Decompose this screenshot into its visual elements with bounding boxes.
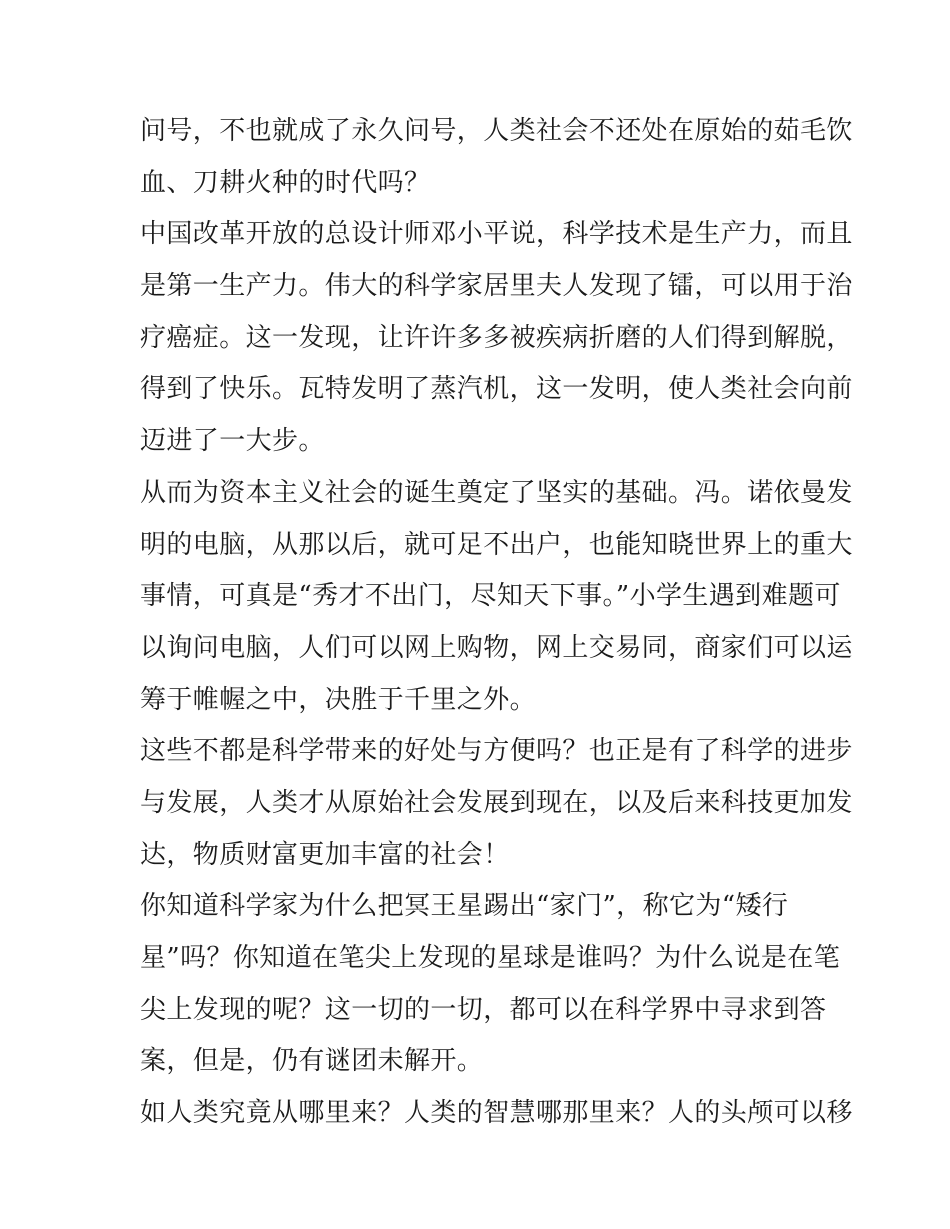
text-line: 得到了快乐。瓦特发明了蒸汽机，这一发明，使人类社会向前 [140, 374, 853, 405]
text-line: 你知道科学家为什么把冥王星踢出“家门”，称它为“矮行 [140, 891, 789, 922]
text-line: 中国改革开放的总设计师邓小平说，科学技术是生产力，而且 [140, 219, 853, 250]
text-line: 星”吗？你知道在笔尖上发现的星球是谁吗？为什么说是在笔 [140, 943, 841, 973]
text-line: 筹于帷幄之中，决胜于千里之外。 [140, 684, 537, 715]
text-line: 是第一生产力。伟大的科学家居里夫人发现了镭，可以用于治 [140, 271, 853, 302]
body-text [140, 106, 853, 1140]
text-line: 疗癌症。这一发现，让许许多多被疾病折磨的人们得到解脱， [140, 322, 853, 353]
text-line: 事情，可真是“秀才不出门，尽知天下事。”小学生遇到难题可 [140, 581, 841, 612]
text-line: 血、刀耕火种的时代吗？ [140, 167, 431, 198]
text-line: 尖上发现的呢？这一切的一切，都可以在科学界中寻求到答 [140, 994, 827, 1025]
text-line: 问号，不也就成了永久问号，人类社会不还处在原始的茹毛饮 [140, 116, 853, 146]
text-line: 达，物质财富更加丰富的社会！ [140, 839, 510, 870]
text-line: 这些不都是科学带来的好处与方便吗？也正是有了科学的进步 [140, 736, 853, 767]
text-line: 案，但是，仍有谜团未解开。 [140, 1046, 484, 1077]
text-line: 从而为资本主义社会的诞生奠定了坚实的基础。冯。诺依曼发 [140, 477, 853, 508]
text-line: 与发展，人类才从原始社会发展到现在，以及后来科技更加发 [140, 787, 853, 818]
text-line: 迈进了一大步。 [140, 426, 325, 457]
text-line: 以询问电脑，人们可以网上购物，网上交易同，商家们可以运 [140, 632, 853, 663]
text-line: 如人类究竟从哪里来？人类的智慧哪那里来？人的头颅可以移 [140, 1098, 853, 1129]
text-line: 明的电脑，从那以后，就可足不出户，也能知晓世界上的重大 [140, 529, 853, 560]
